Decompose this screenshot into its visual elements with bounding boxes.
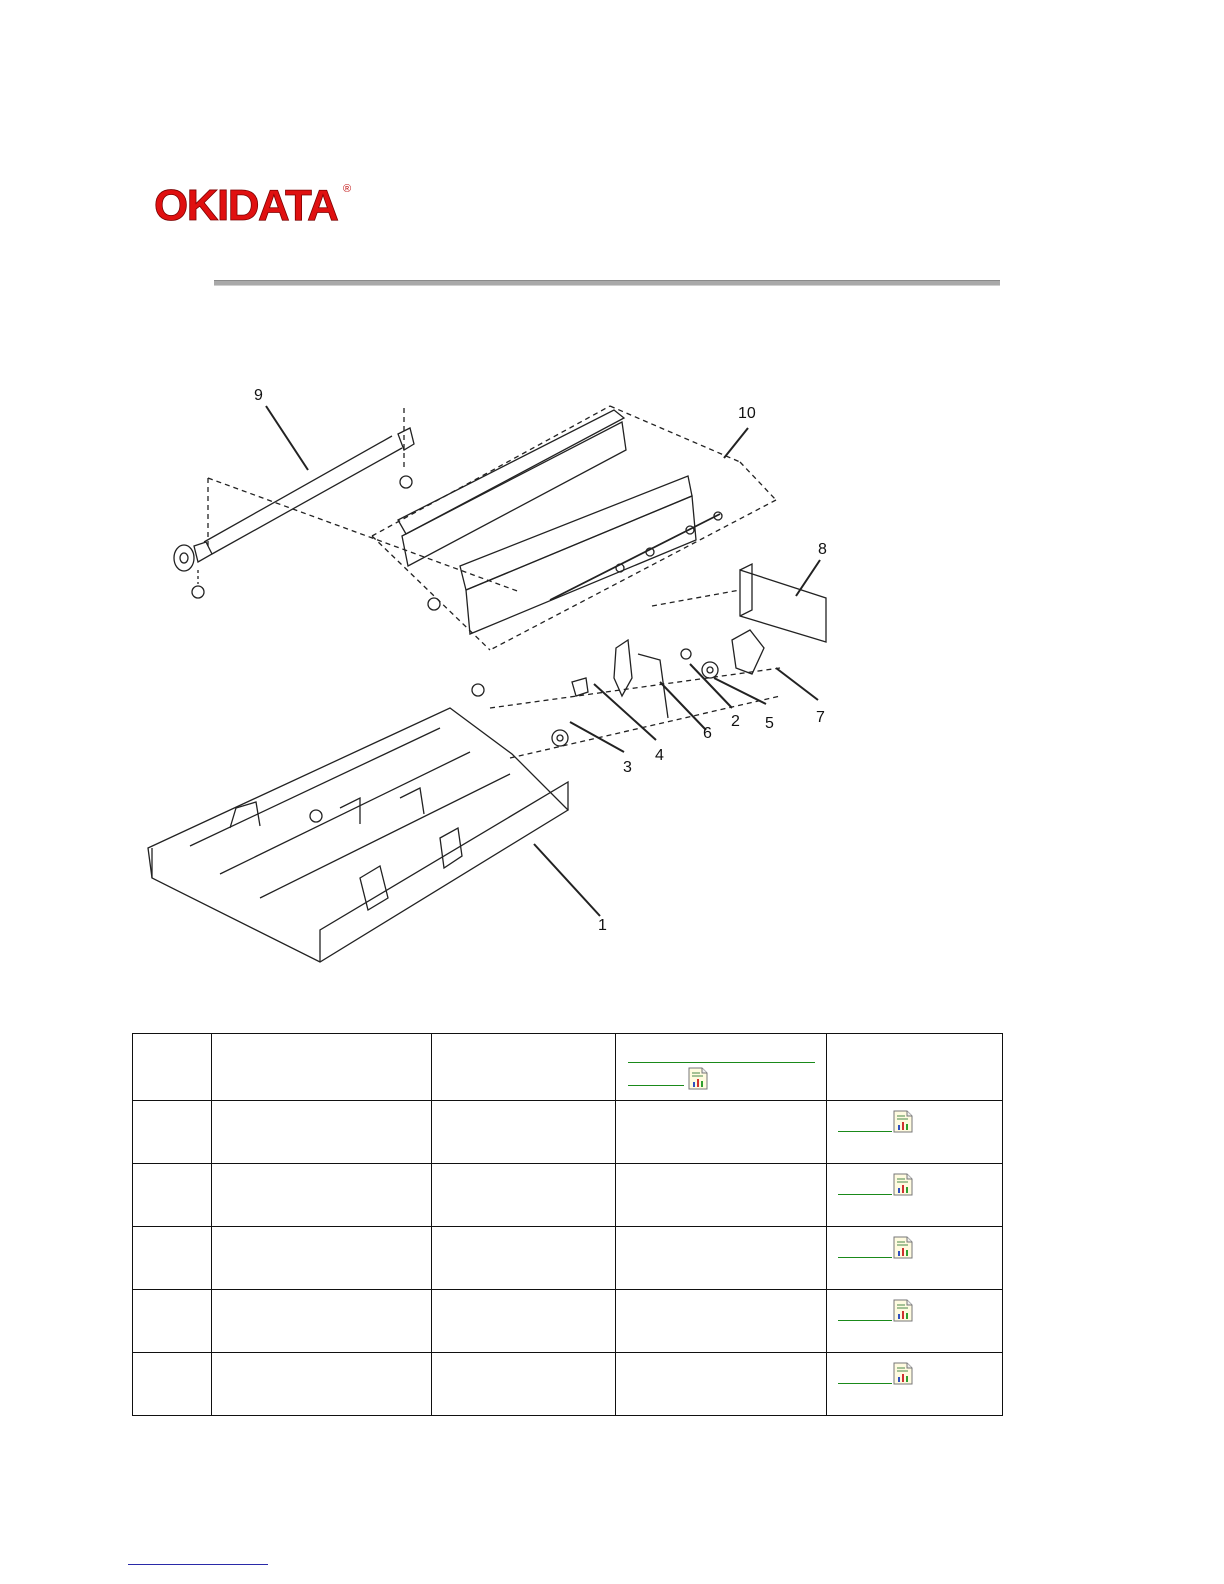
callout-9: 9 (254, 387, 263, 404)
callout-10: 10 (738, 405, 756, 422)
table-cell (432, 1353, 616, 1416)
header-cell (133, 1034, 212, 1101)
lower-frame (148, 708, 568, 962)
feed-roller-assembly (372, 406, 776, 650)
row-link-underline[interactable] (838, 1257, 892, 1258)
parts-table (132, 1033, 1003, 1416)
table-row (133, 1290, 1003, 1353)
table-cell (133, 1353, 212, 1416)
row-link-cell[interactable] (827, 1353, 1003, 1416)
document-chart-icon[interactable] (893, 1236, 913, 1259)
platen-roller (174, 408, 520, 598)
table-cell (616, 1353, 827, 1416)
table-cell (432, 1227, 616, 1290)
callout-6: 6 (703, 725, 712, 742)
callout-leader-lines (266, 406, 820, 916)
table-row (133, 1353, 1003, 1416)
document-chart-icon[interactable] (893, 1299, 913, 1322)
header-link-underline-1[interactable] (628, 1062, 815, 1063)
table-cell (133, 1290, 212, 1353)
side-frame-bracket (652, 564, 826, 642)
table-cell (432, 1101, 616, 1164)
table-row (133, 1101, 1003, 1164)
header-cell (827, 1034, 1003, 1101)
logo-wordmark: OKIDATA (154, 181, 338, 230)
table-cell (212, 1290, 432, 1353)
header-cell (432, 1034, 616, 1101)
okidata-logo (152, 170, 358, 232)
document-chart-icon[interactable] (893, 1362, 913, 1385)
registered-mark: ® (343, 183, 352, 195)
bottom-nav-link[interactable] (128, 1564, 268, 1565)
table-cell (212, 1164, 432, 1227)
row-link-underline[interactable] (838, 1320, 892, 1321)
callout-3: 3 (623, 759, 632, 776)
document-chart-icon[interactable] (688, 1067, 708, 1090)
header-link-underline-2[interactable] (628, 1085, 684, 1086)
table-cell (616, 1101, 827, 1164)
table-header-row (133, 1034, 1003, 1101)
row-link-cell[interactable] (827, 1164, 1003, 1227)
row-link-cell[interactable] (827, 1290, 1003, 1353)
document-chart-icon[interactable] (893, 1110, 913, 1133)
callout-5: 5 (765, 715, 774, 732)
table-cell (133, 1227, 212, 1290)
callout-8: 8 (818, 541, 827, 558)
table-cell (616, 1227, 827, 1290)
header-link-cell[interactable] (616, 1034, 827, 1101)
callout-2: 2 (731, 713, 740, 730)
row-link-underline[interactable] (838, 1383, 892, 1384)
table-cell (212, 1101, 432, 1164)
gear-lever-parts (472, 630, 780, 758)
row-link-underline[interactable] (838, 1131, 892, 1132)
table-cell (212, 1227, 432, 1290)
row-link-underline[interactable] (838, 1194, 892, 1195)
table-cell (616, 1290, 827, 1353)
table-row (133, 1164, 1003, 1227)
table-cell (616, 1164, 827, 1227)
row-link-cell[interactable] (827, 1227, 1003, 1290)
header-cell (212, 1034, 432, 1101)
table-row (133, 1227, 1003, 1290)
document-chart-icon[interactable] (893, 1173, 913, 1196)
callout-7: 7 (816, 709, 825, 726)
row-link-cell[interactable] (827, 1101, 1003, 1164)
header-divider (214, 280, 1000, 286)
table-cell (432, 1164, 616, 1227)
table-cell (133, 1101, 212, 1164)
exploded-parts-diagram (140, 378, 840, 970)
table-cell (133, 1164, 212, 1227)
table-cell (432, 1290, 616, 1353)
callout-4: 4 (655, 747, 664, 764)
callout-1: 1 (598, 917, 607, 934)
table-cell (212, 1353, 432, 1416)
